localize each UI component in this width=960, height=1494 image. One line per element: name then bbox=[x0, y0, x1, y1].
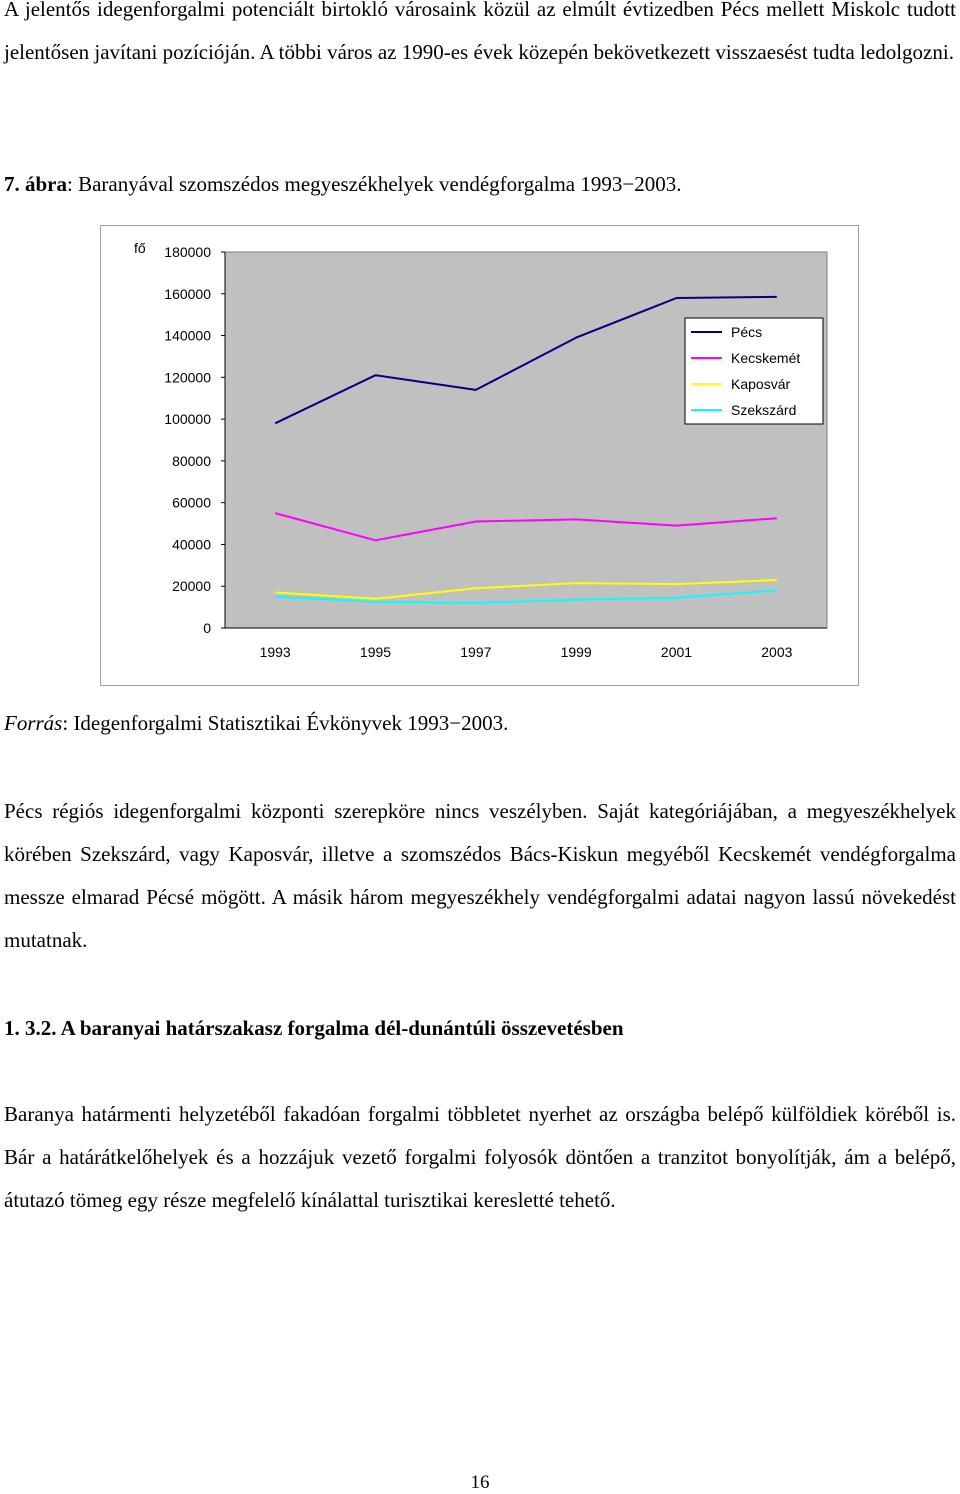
line-chart bbox=[100, 225, 860, 689]
y-tick-label: 40000 bbox=[172, 536, 211, 553]
figure-caption bbox=[4, 170, 944, 198]
intro-paragraph: A jelentős idegenforgalmi potenciált birtokló városaink közül az elmúlt évtizedben Pécs mellett Miskolc tudott jelentősen javítani pozícióján. A többi város az 1990-es évek közepén bekövetkezett visszaesést tudta ledolgozni. bbox=[4, 0, 956, 64]
legend-label: Kaposvár bbox=[731, 376, 791, 392]
plot-area bbox=[225, 252, 827, 628]
y-tick-label: 120000 bbox=[164, 369, 211, 386]
figure-title: Baranyával szomszédos megyeszékhelyek vendégforgalma 1993−2003. bbox=[78, 172, 682, 196]
y-tick-label: 80000 bbox=[172, 452, 211, 469]
y-axis-label: fő bbox=[134, 240, 146, 256]
legend-label: Pécs bbox=[731, 324, 763, 340]
y-tick-label: 0 bbox=[203, 620, 211, 636]
legend-label: Szekszárd bbox=[731, 402, 797, 418]
section-heading: 1. 3.2. A baranyai határszakasz forgalma dél-dunántúli összevetésben bbox=[4, 1016, 624, 1040]
chart-svg bbox=[100, 225, 860, 689]
y-tick-label: 60000 bbox=[172, 494, 211, 511]
source-text: : Idegenforgalmi Statisztikai Évkönyvek 1993−2003. bbox=[62, 711, 509, 735]
x-tick-label: 1999 bbox=[560, 644, 592, 660]
source-label: Forrás bbox=[4, 711, 63, 735]
y-tick-label: 20000 bbox=[172, 578, 211, 595]
paragraph-3: Baranya határmenti helyzetéből fakadóan forgalmi többletet nyerhet az országba belépő külföldiek köréből is. Bár a határátkelőhelyek és a hozzájuk vezető forgalmi folyosók döntően a tranzitot bonyolítják, ám a belépő, átutazó tömeg egy része megfelelő kínálattal turisztikai keresletté tehető. bbox=[4, 1102, 956, 1212]
figure-separator: : bbox=[67, 172, 79, 196]
x-tick-label: 2001 bbox=[660, 644, 693, 660]
x-tick-label: 2003 bbox=[761, 644, 793, 660]
paragraph-2: Pécs régiós idegenforgalmi központi szerepköre nincs veszélyben. Saját kategóriájában, a megyeszékhelyek körében Szekszárd, vagy Kaposvár, illetve a szomszédos Bács-Kiskun megyéből Kecskemét vendégforgalma messze elmarad Pécsé mögött. A másik három megyeszékhely vendégforgalmi adatai nagyon lassú növekedést mutatnak. bbox=[4, 799, 956, 952]
y-tick-label: 160000 bbox=[164, 285, 211, 302]
figure-source bbox=[4, 709, 944, 737]
x-tick-label: 1995 bbox=[359, 644, 392, 660]
y-tick-label: 140000 bbox=[164, 327, 211, 344]
page-number: 16 bbox=[470, 1472, 490, 1493]
x-tick-label: 1993 bbox=[259, 644, 291, 660]
legend-label: Kecskemét bbox=[731, 350, 801, 366]
y-tick-label: 180000 bbox=[164, 244, 211, 260]
x-tick-label: 1997 bbox=[460, 644, 492, 660]
figure-number: 7. ábra bbox=[4, 172, 67, 196]
y-tick-label: 100000 bbox=[164, 411, 211, 428]
